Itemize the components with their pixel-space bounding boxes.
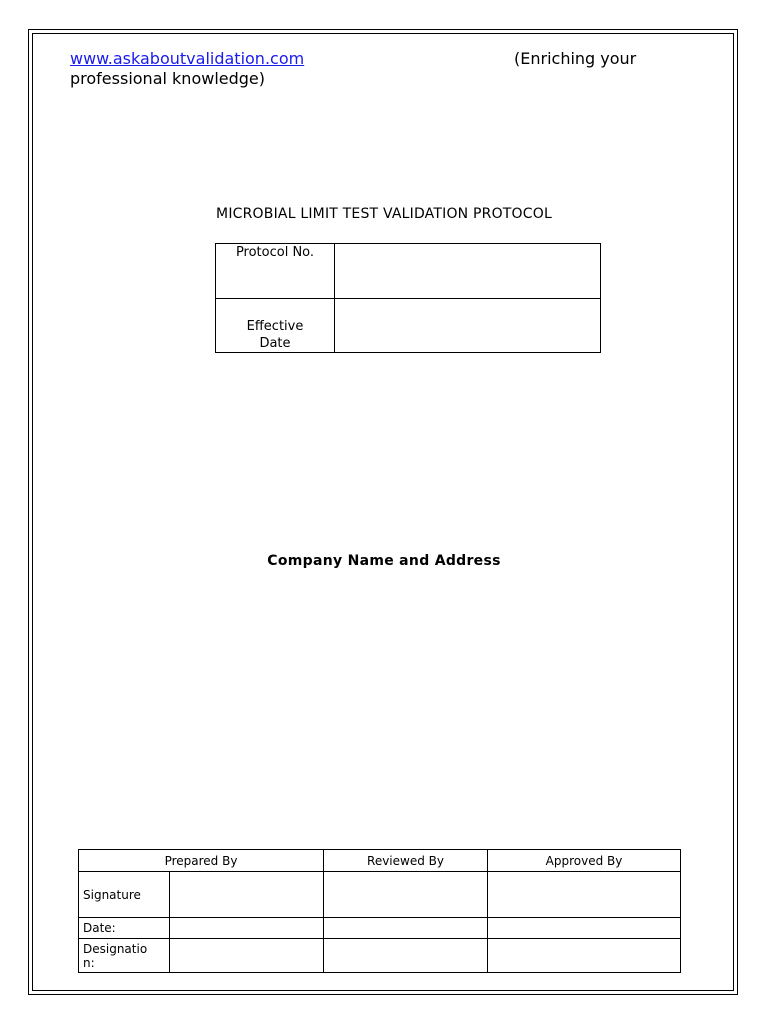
approval-table bbox=[78, 849, 681, 973]
approved-signature-cell[interactable] bbox=[488, 872, 681, 918]
effective-date-row bbox=[216, 299, 601, 353]
document-title-text: MICROBIAL LIMIT TEST VALIDATION PROTOCOL bbox=[216, 206, 552, 222]
prepared-designation-cell[interactable] bbox=[170, 939, 324, 973]
effective-date-value[interactable] bbox=[335, 299, 601, 353]
company-name-address: Company Name and Address bbox=[267, 553, 501, 569]
protocol-no-row bbox=[216, 244, 601, 299]
protocol-no-label: Protocol No. bbox=[216, 244, 335, 299]
tagline-part1: (Enriching your bbox=[514, 49, 637, 68]
page-header bbox=[70, 49, 670, 88]
reviewed-designation-cell[interactable] bbox=[324, 939, 488, 973]
prepared-date-cell[interactable] bbox=[170, 918, 324, 939]
page-border-inner bbox=[32, 33, 734, 991]
reviewed-date-cell[interactable] bbox=[324, 918, 488, 939]
signature-label: Signature bbox=[79, 872, 170, 918]
effective-date-label bbox=[216, 299, 335, 353]
prepared-by-header: Prepared By bbox=[79, 850, 324, 872]
effective-date-label-line1: Effective bbox=[246, 319, 304, 334]
site-link[interactable]: www.askaboutvalidation.com bbox=[70, 49, 305, 68]
signature-row bbox=[79, 872, 681, 918]
effective-date-label-line2: Date bbox=[259, 336, 291, 351]
approval-header-row bbox=[79, 850, 681, 872]
designation-label bbox=[79, 939, 170, 973]
protocol-no-value[interactable] bbox=[335, 244, 601, 299]
designation-row bbox=[79, 939, 681, 973]
designation-label-line1: Designatio bbox=[83, 941, 148, 956]
date-row bbox=[79, 918, 681, 939]
reviewed-signature-cell[interactable] bbox=[324, 872, 488, 918]
protocol-table bbox=[215, 243, 601, 353]
approved-date-cell[interactable] bbox=[488, 918, 681, 939]
date-label: Date: bbox=[79, 918, 170, 939]
approved-by-header: Approved By bbox=[488, 850, 681, 872]
tagline-part2: professional knowledge) bbox=[70, 69, 265, 88]
prepared-signature-cell[interactable] bbox=[170, 872, 324, 918]
reviewed-by-header: Reviewed By bbox=[324, 850, 488, 872]
document-title bbox=[0, 206, 768, 222]
designation-label-line2: n: bbox=[83, 955, 95, 970]
approved-designation-cell[interactable] bbox=[488, 939, 681, 973]
